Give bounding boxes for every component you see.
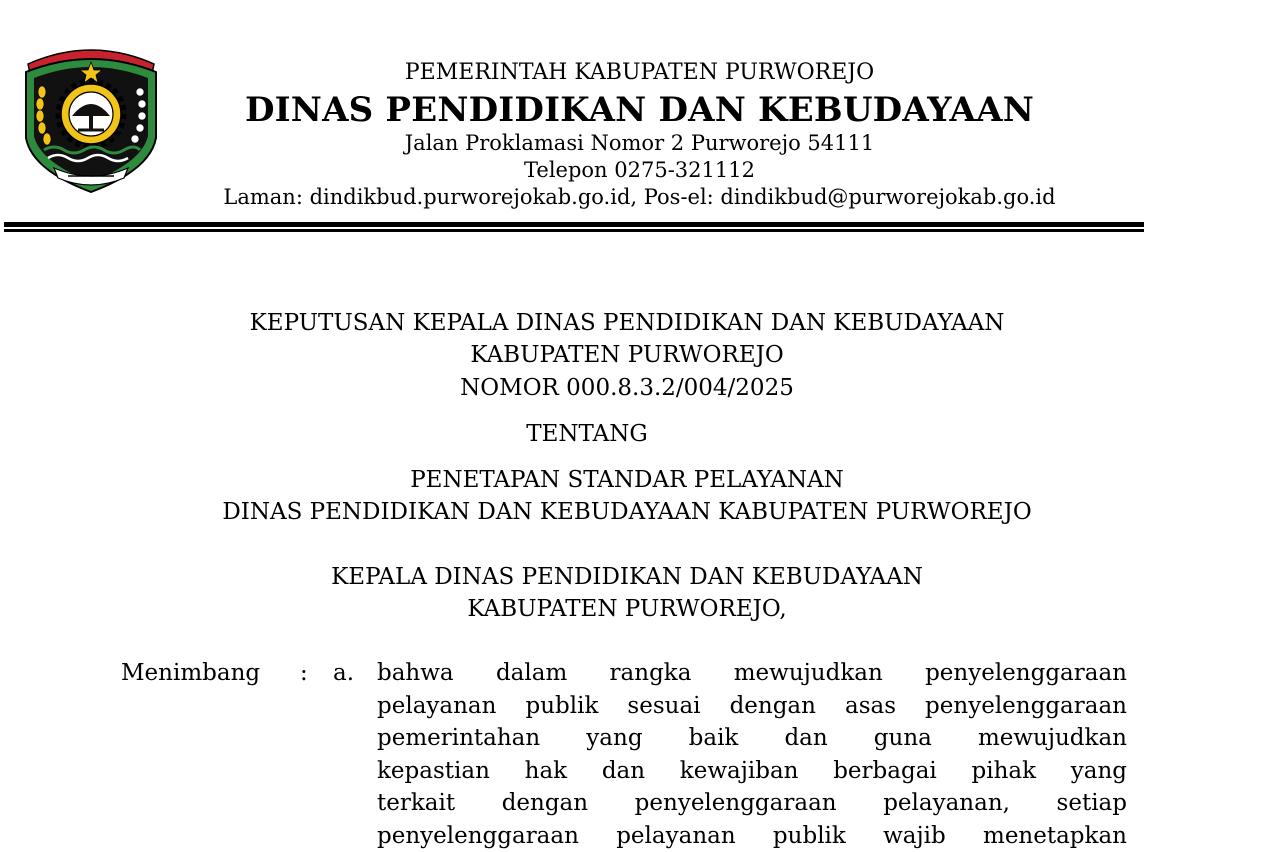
decree-official-line1: KEPALA DINAS PENDIDIKAN DAN KEBUDAYAAN bbox=[127, 561, 1127, 593]
letterhead-web: Laman: dindikbud.purworejokab.go.id, Pos-el: dindikbud@purworejokab.go.id bbox=[0, 185, 1279, 209]
letterhead-divider-thick bbox=[4, 222, 1144, 227]
letterhead-phone: Telepon 0275-321112 bbox=[0, 158, 1279, 182]
considering-line: kepastian hak dan kewajiban berbagai pihak yang bbox=[377, 755, 1127, 788]
considering-line: pemerintahan yang baik dan guna mewujudkan bbox=[377, 722, 1127, 755]
considering-item-text bbox=[377, 657, 1127, 852]
letterhead-divider-thin bbox=[4, 229, 1144, 232]
decree-number: NOMOR 000.8.3.2/004/2025 bbox=[127, 372, 1127, 404]
decree-subject-line2: DINAS PENDIDIKAN DAN KEBUDAYAAN KABUPATEN PURWOREJO bbox=[127, 496, 1127, 528]
letterhead-department: DINAS PENDIDIKAN DAN KEBUDAYAAN bbox=[0, 90, 1279, 130]
considering-item-marker: a. bbox=[333, 657, 354, 689]
decree-title-line2: KABUPATEN PURWOREJO bbox=[127, 339, 1127, 371]
letterhead-address: Jalan Proklamasi Nomor 2 Purworejo 54111 bbox=[0, 131, 1279, 155]
letterhead-government: PEMERINTAH KABUPATEN PURWOREJO bbox=[0, 60, 1279, 85]
decree-about: TENTANG bbox=[87, 418, 1087, 450]
considering-line: bahwa dalam rangka mewujudkan penyelenggaraan bbox=[377, 657, 1127, 690]
considering-line: terkait dengan penyelenggaraan pelayanan, setiap bbox=[377, 787, 1127, 820]
considering-colon: : bbox=[300, 657, 308, 689]
decree-subject-line1: PENETAPAN STANDAR PELAYANAN bbox=[127, 464, 1127, 496]
decree-official-line2: KABUPATEN PURWOREJO, bbox=[127, 593, 1127, 625]
decree-title-line1: KEPUTUSAN KEPALA DINAS PENDIDIKAN DAN KEBUDAYAAN bbox=[127, 307, 1127, 339]
considering-line: pelayanan publik sesuai dengan asas penyelenggaraan bbox=[377, 690, 1127, 723]
considering-line: penyelenggaraan pelayanan publik wajib menetapkan bbox=[377, 820, 1127, 852]
considering-label: Menimbang bbox=[121, 657, 260, 689]
